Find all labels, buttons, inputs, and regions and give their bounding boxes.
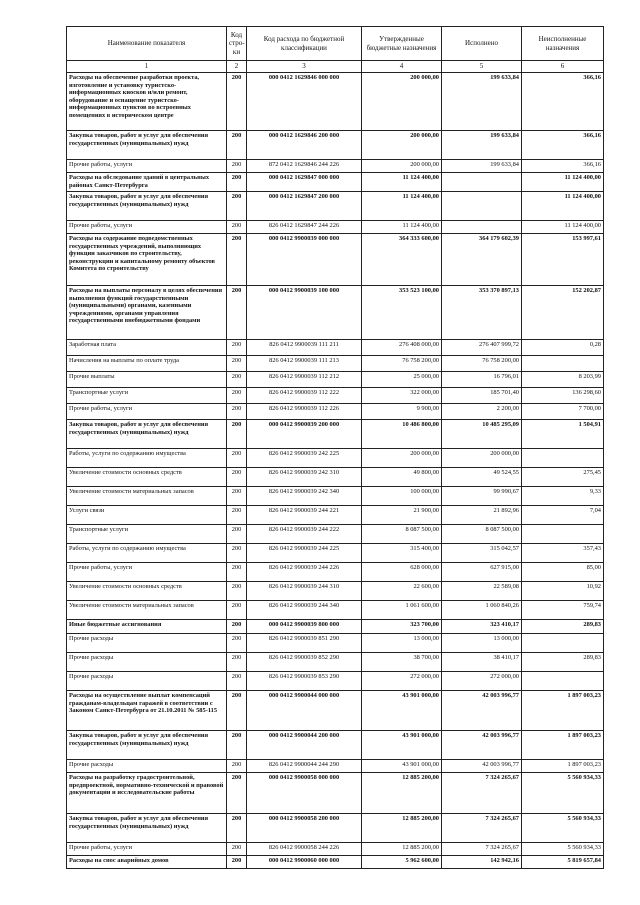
row-line-code: 200 xyxy=(227,372,247,388)
row-approved: 322 000,00 xyxy=(362,388,442,404)
row-approved: 200 000,00 xyxy=(362,160,442,173)
row-name: Транспортные услуги xyxy=(67,388,227,404)
header-expense-code: Код расхода по бюджетной классификации xyxy=(247,27,362,61)
row-line-code: 200 xyxy=(227,544,247,563)
row-name: Закупка товаров, работ и услуг для обеспечения государственных (муниципальных) нужд xyxy=(67,131,227,160)
row-name: Прочие расходы xyxy=(67,634,227,653)
table-row xyxy=(67,449,604,468)
row-executed: 13 000,00 xyxy=(442,634,522,653)
row-unexecuted: 8 203,99 xyxy=(522,372,604,388)
table-row xyxy=(67,856,604,869)
row-line-code: 200 xyxy=(227,563,247,582)
row-line-code: 200 xyxy=(227,356,247,372)
row-unexecuted: 357,43 xyxy=(522,544,604,563)
row-executed: 315 042,57 xyxy=(442,544,522,563)
row-approved: 364 333 600,00 xyxy=(362,234,442,286)
row-unexecuted: 1 897 003,23 xyxy=(522,691,604,731)
row-approved: 43 901 000,00 xyxy=(362,691,442,731)
column-number: 3 xyxy=(247,61,362,73)
row-line-code: 200 xyxy=(227,582,247,601)
row-unexecuted: 11 124 400,00 xyxy=(522,192,604,221)
row-unexecuted xyxy=(522,525,604,544)
row-name: Расходы на содержание подведомственных государственных учреждений, выполняющих функции заказчиков по строительству, реконструкции и капитальному ремонту объектов Комитета по строительству xyxy=(67,234,227,286)
table-row xyxy=(67,525,604,544)
row-unexecuted: 289,83 xyxy=(522,620,604,634)
row-executed: 185 701,40 xyxy=(442,388,522,404)
row-name: Услуги связи xyxy=(67,506,227,525)
row-approved: 323 700,00 xyxy=(362,620,442,634)
row-approved: 276 408 000,00 xyxy=(362,340,442,356)
table-row xyxy=(67,173,604,192)
row-expense-code: 826 0412 9900039 244 340 xyxy=(247,601,362,620)
row-executed: 364 179 602,39 xyxy=(442,234,522,286)
table-row xyxy=(67,192,604,221)
row-expense-code: 000 0412 9900044 200 000 xyxy=(247,731,362,760)
row-approved: 12 885 200,00 xyxy=(362,843,442,856)
row-executed: 199 633,84 xyxy=(442,73,522,131)
row-name: Расходы на осуществление выплат компенсаций гражданам-владельцам гаражей в соответствии с Законом Санкт-Петербурга от 21.10.2011 № 585-115 xyxy=(67,691,227,731)
row-executed: 7 324 265,67 xyxy=(442,773,522,814)
row-executed: 7 324 265,67 xyxy=(442,814,522,843)
row-expense-code: 826 0412 9900039 852 290 xyxy=(247,653,362,672)
row-unexecuted: 7 700,00 xyxy=(522,404,604,420)
row-executed xyxy=(442,192,522,221)
row-unexecuted: 11 124 400,00 xyxy=(522,173,604,192)
row-expense-code: 826 0412 9900039 111 213 xyxy=(247,356,362,372)
row-approved: 49 800,00 xyxy=(362,468,442,487)
row-expense-code: 000 0412 1629847 000 000 xyxy=(247,173,362,192)
row-line-code: 200 xyxy=(227,856,247,869)
row-unexecuted: 5 819 657,84 xyxy=(522,856,604,869)
row-line-code: 200 xyxy=(227,234,247,286)
row-executed: 2 200,00 xyxy=(442,404,522,420)
table-row xyxy=(67,563,604,582)
row-executed: 7 324 265,67 xyxy=(442,843,522,856)
row-executed: 49 524,55 xyxy=(442,468,522,487)
row-approved: 1 061 600,00 xyxy=(362,601,442,620)
row-name: Прочие выплаты xyxy=(67,372,227,388)
row-expense-code: 826 0412 9900039 111 211 xyxy=(247,340,362,356)
row-executed: 10 485 295,09 xyxy=(442,420,522,449)
row-executed: 353 370 897,13 xyxy=(442,286,522,340)
row-name: Транспортные услуги xyxy=(67,525,227,544)
row-name: Работы, услуги по содержанию имущества xyxy=(67,449,227,468)
row-approved: 21 900,00 xyxy=(362,506,442,525)
table-row xyxy=(67,582,604,601)
row-unexecuted: 9,33 xyxy=(522,487,604,506)
row-expense-code: 826 0412 1629847 244 226 xyxy=(247,221,362,234)
row-name: Прочие работы, услуги xyxy=(67,404,227,420)
budget-execution-table xyxy=(66,26,604,869)
row-line-code: 200 xyxy=(227,286,247,340)
row-executed: 42 003 996,77 xyxy=(442,691,522,731)
row-executed: 16 796,01 xyxy=(442,372,522,388)
row-name: Прочие работы, услуги xyxy=(67,563,227,582)
row-expense-code: 000 0412 9900058 200 000 xyxy=(247,814,362,843)
row-expense-code: 000 0412 9900039 800 000 xyxy=(247,620,362,634)
row-executed: 76 758 200,00 xyxy=(442,356,522,372)
row-expense-code: 826 0412 9900039 244 226 xyxy=(247,563,362,582)
table-row xyxy=(67,634,604,653)
row-line-code: 200 xyxy=(227,843,247,856)
row-expense-code: 826 0412 9900039 112 212 xyxy=(247,372,362,388)
row-executed: 276 407 999,72 xyxy=(442,340,522,356)
row-executed xyxy=(442,173,522,192)
row-approved: 272 000,00 xyxy=(362,672,442,691)
header-approved: Утвержденные бюджетные назначения xyxy=(362,27,442,61)
row-line-code: 200 xyxy=(227,131,247,160)
row-name: Заработная плата xyxy=(67,340,227,356)
row-executed: 272 000,00 xyxy=(442,672,522,691)
row-name: Начисления на выплаты по оплате труда xyxy=(67,356,227,372)
row-line-code: 200 xyxy=(227,672,247,691)
row-executed: 42 003 996,77 xyxy=(442,731,522,760)
row-approved: 353 523 100,00 xyxy=(362,286,442,340)
table-row xyxy=(67,691,604,731)
row-approved: 200 000,00 xyxy=(362,131,442,160)
row-line-code: 200 xyxy=(227,525,247,544)
header-executed: Исполнено xyxy=(442,27,522,61)
table-row xyxy=(67,843,604,856)
row-name: Закупка товаров, работ и услуг для обеспечения государственных (муниципальных) нужд xyxy=(67,731,227,760)
row-approved: 8 087 500,00 xyxy=(362,525,442,544)
table-row xyxy=(67,420,604,449)
row-approved: 200 000,00 xyxy=(362,449,442,468)
row-approved: 11 124 400,00 xyxy=(362,173,442,192)
row-expense-code: 000 0412 9900039 200 000 xyxy=(247,420,362,449)
row-executed: 22 589,08 xyxy=(442,582,522,601)
row-line-code: 200 xyxy=(227,388,247,404)
row-unexecuted xyxy=(522,672,604,691)
table-row xyxy=(67,234,604,286)
row-unexecuted: 5 560 934,33 xyxy=(522,814,604,843)
row-unexecuted xyxy=(522,449,604,468)
row-name: Прочие расходы xyxy=(67,760,227,773)
row-unexecuted: 11 124 400,00 xyxy=(522,221,604,234)
row-unexecuted: 152 202,87 xyxy=(522,286,604,340)
row-expense-code: 826 0412 9900039 112 226 xyxy=(247,404,362,420)
row-line-code: 200 xyxy=(227,340,247,356)
row-name: Иные бюджетные ассигнования xyxy=(67,620,227,634)
row-approved: 5 962 600,00 xyxy=(362,856,442,869)
column-number: 5 xyxy=(442,61,522,73)
row-expense-code: 000 0412 9900060 000 000 xyxy=(247,856,362,869)
row-unexecuted: 1 897 003,23 xyxy=(522,760,604,773)
row-unexecuted: 5 560 934,33 xyxy=(522,843,604,856)
table-row xyxy=(67,286,604,340)
row-expense-code: 826 0412 9900039 244 222 xyxy=(247,525,362,544)
table-row xyxy=(67,731,604,760)
row-line-code: 200 xyxy=(227,731,247,760)
table-row xyxy=(67,506,604,525)
row-name: Расходы на обеспечение разработки проекта, изготовление и установку туристско-информационных киосков и/или ремонт, оборудование и оснащение туристско-информационных пунктов во встроенных помещениях в историческом центре xyxy=(67,73,227,131)
row-unexecuted: 366,16 xyxy=(522,160,604,173)
row-line-code: 200 xyxy=(227,221,247,234)
row-unexecuted xyxy=(522,356,604,372)
row-executed: 38 410,17 xyxy=(442,653,522,672)
table-row xyxy=(67,544,604,563)
row-name: Закупка товаров, работ и услуг для обеспечения государственных (муниципальных) нужд xyxy=(67,420,227,449)
row-approved: 13 000,00 xyxy=(362,634,442,653)
row-name: Закупка товаров, работ и услуг для обеспечения государственных (муниципальных) нужд xyxy=(67,814,227,843)
table-row xyxy=(67,356,604,372)
row-expense-code: 000 0412 9900044 000 000 xyxy=(247,691,362,731)
row-unexecuted: 289,83 xyxy=(522,653,604,672)
table-row xyxy=(67,601,604,620)
row-line-code: 200 xyxy=(227,487,247,506)
header-name: Наименование показателя xyxy=(67,27,227,61)
row-unexecuted: 85,00 xyxy=(522,563,604,582)
row-approved: 100 000,00 xyxy=(362,487,442,506)
row-unexecuted: 153 997,61 xyxy=(522,234,604,286)
row-expense-code: 826 0412 9900039 853 290 xyxy=(247,672,362,691)
row-approved: 22 600,00 xyxy=(362,582,442,601)
row-executed: 199 633,84 xyxy=(442,160,522,173)
table-row xyxy=(67,760,604,773)
row-expense-code: 826 0412 9900039 242 225 xyxy=(247,449,362,468)
table-row xyxy=(67,672,604,691)
table-row xyxy=(67,221,604,234)
table-row xyxy=(67,340,604,356)
row-expense-code: 826 0412 9900039 244 221 xyxy=(247,506,362,525)
row-executed: 42 003 996,77 xyxy=(442,760,522,773)
row-name: Расходы на снос аварийных домов xyxy=(67,856,227,869)
row-unexecuted: 1 897 003,23 xyxy=(522,731,604,760)
row-name: Работы, услуги по содержанию имущества xyxy=(67,544,227,563)
row-unexecuted: 759,74 xyxy=(522,601,604,620)
row-name: Прочие работы, услуги xyxy=(67,843,227,856)
row-line-code: 200 xyxy=(227,420,247,449)
row-approved: 315 400,00 xyxy=(362,544,442,563)
row-expense-code: 000 0412 9900039 100 000 xyxy=(247,286,362,340)
row-name: Прочие работы, услуги xyxy=(67,160,227,173)
row-executed: 142 942,16 xyxy=(442,856,522,869)
column-number-row xyxy=(67,61,604,73)
table-row xyxy=(67,773,604,814)
row-expense-code: 826 0412 9900058 244 226 xyxy=(247,843,362,856)
row-name: Увеличение стоимости основных средств xyxy=(67,582,227,601)
table-row xyxy=(67,160,604,173)
row-executed: 199 633,84 xyxy=(442,131,522,160)
row-executed: 99 990,67 xyxy=(442,487,522,506)
row-unexecuted: 10,92 xyxy=(522,582,604,601)
row-unexecuted xyxy=(522,634,604,653)
row-name: Прочие работы, услуги xyxy=(67,221,227,234)
row-executed: 627 915,00 xyxy=(442,563,522,582)
row-expense-code: 000 0412 1629846 200 000 xyxy=(247,131,362,160)
row-approved: 12 885 200,00 xyxy=(362,814,442,843)
row-line-code: 200 xyxy=(227,760,247,773)
row-approved: 200 000,00 xyxy=(362,73,442,131)
row-executed: 200 000,00 xyxy=(442,449,522,468)
row-unexecuted: 7,04 xyxy=(522,506,604,525)
row-unexecuted: 366,16 xyxy=(522,73,604,131)
row-expense-code: 826 0412 9900039 242 340 xyxy=(247,487,362,506)
row-name: Увеличение стоимости материальных запасов xyxy=(67,487,227,506)
row-approved: 9 900,00 xyxy=(362,404,442,420)
row-name: Прочие расходы xyxy=(67,653,227,672)
table-row xyxy=(67,388,604,404)
row-unexecuted: 0,28 xyxy=(522,340,604,356)
row-line-code: 200 xyxy=(227,691,247,731)
row-approved: 43 901 000,00 xyxy=(362,731,442,760)
row-executed: 21 892,96 xyxy=(442,506,522,525)
row-approved: 11 124 400,00 xyxy=(362,192,442,221)
row-approved: 12 885 200,00 xyxy=(362,773,442,814)
row-line-code: 200 xyxy=(227,173,247,192)
table-row xyxy=(67,487,604,506)
row-line-code: 200 xyxy=(227,634,247,653)
table-row xyxy=(67,404,604,420)
row-line-code: 200 xyxy=(227,653,247,672)
row-expense-code: 826 0412 9900039 242 310 xyxy=(247,468,362,487)
table-row xyxy=(67,468,604,487)
row-line-code: 200 xyxy=(227,160,247,173)
row-line-code: 200 xyxy=(227,449,247,468)
row-expense-code: 826 0412 9900039 851 290 xyxy=(247,634,362,653)
row-unexecuted: 366,16 xyxy=(522,131,604,160)
row-line-code: 200 xyxy=(227,620,247,634)
column-number: 6 xyxy=(522,61,604,73)
row-executed xyxy=(442,221,522,234)
row-unexecuted: 275,45 xyxy=(522,468,604,487)
header-unexecuted: Неисполненные назначения xyxy=(522,27,604,61)
row-name: Увеличение стоимости основных средств xyxy=(67,468,227,487)
row-expense-code: 826 0412 9900039 112 222 xyxy=(247,388,362,404)
row-expense-code: 826 0412 9900039 244 225 xyxy=(247,544,362,563)
row-expense-code: 826 0412 9900044 244 290 xyxy=(247,760,362,773)
table-row xyxy=(67,73,604,131)
row-approved: 11 124 400,00 xyxy=(362,221,442,234)
table-row xyxy=(67,620,604,634)
row-executed: 8 087 500,00 xyxy=(442,525,522,544)
row-expense-code: 000 0412 9900039 000 000 xyxy=(247,234,362,286)
row-approved: 38 700,00 xyxy=(362,653,442,672)
row-expense-code: 000 0412 1629847 200 000 xyxy=(247,192,362,221)
row-unexecuted: 136 298,60 xyxy=(522,388,604,404)
row-name: Закупка товаров, работ и услуг для обеспечения государственных (муниципальных) нужд xyxy=(67,192,227,221)
row-line-code: 200 xyxy=(227,468,247,487)
row-name: Прочие расходы xyxy=(67,672,227,691)
row-name: Расходы на выплаты персоналу в целях обеспечения выполнения функций государственными (муниципальными) органами, казенными учреждениями, органами управления государственными внебюджетными фондами xyxy=(67,286,227,340)
row-approved: 10 486 800,00 xyxy=(362,420,442,449)
row-name: Расходы на разработку градостроительной, предпроектной, нормативно-технической и правовой документации и исследовательские работы xyxy=(67,773,227,814)
column-number: 4 xyxy=(362,61,442,73)
row-line-code: 200 xyxy=(227,73,247,131)
row-line-code: 200 xyxy=(227,814,247,843)
row-approved: 43 901 000,00 xyxy=(362,760,442,773)
row-line-code: 200 xyxy=(227,404,247,420)
row-expense-code: 872 0412 1629846 244 226 xyxy=(247,160,362,173)
table-row xyxy=(67,653,604,672)
row-unexecuted: 1 504,91 xyxy=(522,420,604,449)
row-approved: 628 000,00 xyxy=(362,563,442,582)
row-unexecuted: 5 560 934,33 xyxy=(522,773,604,814)
row-expense-code: 826 0412 9900039 244 310 xyxy=(247,582,362,601)
row-line-code: 200 xyxy=(227,601,247,620)
column-number: 2 xyxy=(227,61,247,73)
budget-report-page xyxy=(66,26,603,869)
column-number: 1 xyxy=(67,61,227,73)
table-row xyxy=(67,131,604,160)
row-line-code: 200 xyxy=(227,192,247,221)
row-approved: 76 758 200,00 xyxy=(362,356,442,372)
row-name: Увеличение стоимости материальных запасов xyxy=(67,601,227,620)
table-row xyxy=(67,814,604,843)
row-expense-code: 000 0412 9900058 000 000 xyxy=(247,773,362,814)
header-line-code: Код стро-ки xyxy=(227,27,247,61)
table-row xyxy=(67,372,604,388)
row-name: Расходы на обследование зданий в центральных районах Санкт-Петербурга xyxy=(67,173,227,192)
row-approved: 25 000,00 xyxy=(362,372,442,388)
table-header-row xyxy=(67,27,604,61)
row-line-code: 200 xyxy=(227,506,247,525)
row-executed: 1 060 840,26 xyxy=(442,601,522,620)
row-expense-code: 000 0412 1629846 000 000 xyxy=(247,73,362,131)
row-executed: 323 410,17 xyxy=(442,620,522,634)
row-line-code: 200 xyxy=(227,773,247,814)
